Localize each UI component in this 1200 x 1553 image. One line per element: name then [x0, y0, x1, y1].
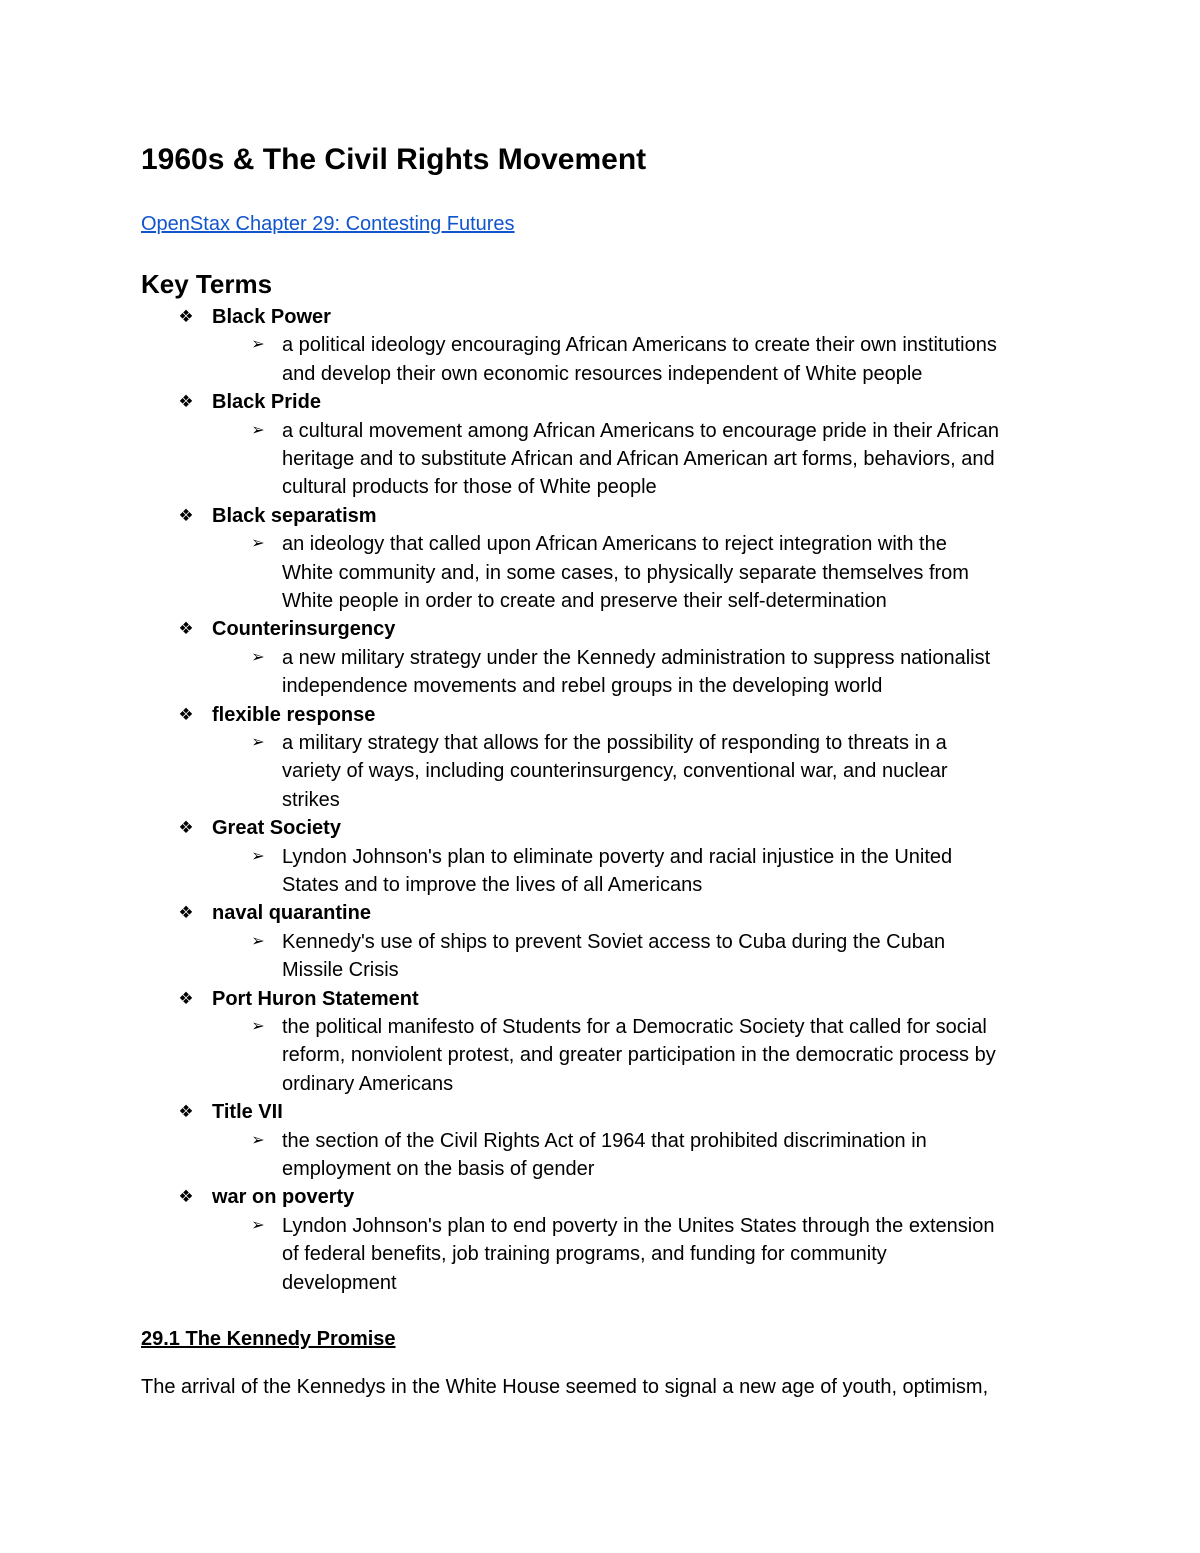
definition-line: White people in order to create and preserve their self-determination	[282, 590, 887, 613]
definition-line: Kennedy's use of ships to prevent Soviet access to Cuba during the Cuban	[282, 930, 946, 953]
arrow-bullet-icon: ➢	[251, 1131, 265, 1149]
term-item	[0, 388, 1200, 502]
term-name: Great Society	[212, 817, 341, 840]
key-terms-list	[0, 303, 1200, 1297]
diamond-bullet-icon: ❖	[178, 903, 194, 923]
term-definition	[0, 928, 1200, 985]
arrow-bullet-icon: ➢	[251, 336, 265, 354]
term-row	[0, 303, 1200, 331]
term-definition	[0, 843, 1200, 900]
term-definition	[0, 1013, 1200, 1098]
term-row	[0, 388, 1200, 416]
key-terms-heading: Key Terms	[141, 269, 273, 299]
term-name: Black Pride	[212, 391, 321, 414]
term-definition	[0, 644, 1200, 701]
definition-line: of federal benefits, job training programs, and funding for community	[282, 1243, 887, 1266]
definition-line: independence movements and rebel groups in the developing world	[282, 675, 883, 698]
term-definition	[0, 729, 1200, 814]
term-row	[0, 985, 1200, 1013]
term-name: flexible response	[212, 703, 376, 726]
definition-line: a new military strategy under the Kennedy administration to suppress nationalist	[282, 646, 991, 669]
arrow-bullet-icon: ➢	[251, 421, 265, 439]
diamond-bullet-icon: ❖	[178, 392, 194, 412]
term-row	[0, 1098, 1200, 1126]
definition-line: an ideology that called upon African Americans to reject integration with the	[282, 533, 947, 556]
diamond-bullet-icon: ❖	[178, 307, 194, 326]
diamond-bullet-icon: ❖	[178, 818, 194, 838]
term-definition	[0, 1127, 1200, 1184]
term-definition	[0, 331, 1200, 388]
diamond-bullet-icon: ❖	[178, 704, 194, 724]
definition-line: the section of the Civil Rights Act of 1964 that prohibited discrimination in	[282, 1129, 927, 1152]
term-name: Counterinsurgency	[212, 618, 396, 641]
term-definition	[0, 417, 1200, 502]
term-item	[0, 502, 1200, 616]
definition-line: variety of ways, including counterinsurgency, conventional war, and nuclear	[282, 760, 948, 783]
arrow-bullet-icon: ➢	[251, 1216, 265, 1234]
term-definition	[0, 1212, 1200, 1297]
definition-line: Lyndon Johnson's plan to eliminate poverty and racial injustice in the United	[282, 845, 953, 868]
page-title: 1960s & The Civil Rights Movement	[141, 143, 647, 176]
definition-line: heritage and to substitute African and African American art forms, behaviors, and	[282, 448, 995, 470]
definition-line: the political manifesto of Students for a Democratic Society that called for social	[282, 1016, 987, 1039]
arrow-bullet-icon: ➢	[251, 734, 265, 752]
chapter-link[interactable]: OpenStax Chapter 29: Contesting Futures	[141, 213, 515, 235]
term-item	[0, 1098, 1200, 1183]
term-item	[0, 615, 1200, 700]
definition-line: Missile Crisis	[282, 959, 399, 982]
term-item	[0, 985, 1200, 1099]
term-item	[0, 814, 1200, 899]
definition-line: strikes	[282, 788, 340, 811]
definition-line: White community and, in some cases, to physically separate themselves from	[282, 561, 969, 584]
definition-line: Lyndon Johnson's plan to end poverty in the Unites States through the extension	[282, 1214, 995, 1237]
arrow-bullet-icon: ➢	[251, 847, 265, 865]
term-row	[0, 899, 1200, 927]
subsection-heading: 29.1 The Kennedy Promise	[141, 1328, 396, 1350]
definition-line: a military strategy that allows for the possibility of responding to threats in a	[282, 732, 947, 755]
term-item	[0, 303, 1200, 388]
term-row	[0, 814, 1200, 842]
definition-line: employment on the basis of gender	[282, 1158, 595, 1181]
term-row	[0, 502, 1200, 530]
definition-line: cultural products for those of White people	[282, 476, 657, 499]
arrow-bullet-icon: ➢	[251, 648, 265, 666]
arrow-bullet-icon: ➢	[251, 932, 265, 950]
term-row	[0, 615, 1200, 643]
diamond-bullet-icon: ❖	[178, 1102, 194, 1122]
term-item	[0, 1183, 1200, 1297]
definition-line: ordinary Americans	[282, 1072, 454, 1095]
term-row	[0, 1183, 1200, 1211]
definition-line: States and to improve the lives of all Americans	[282, 874, 703, 897]
arrow-bullet-icon: ➢	[251, 1018, 265, 1036]
body-paragraph: The arrival of the Kennedys in the White House seemed to signal a new age of youth, optimism,	[141, 1376, 989, 1398]
term-name: Port Huron Statement	[212, 987, 419, 1010]
term-name: war on poverty	[212, 1186, 355, 1209]
term-item	[0, 899, 1200, 984]
term-name: Black Power	[212, 306, 331, 328]
definition-line: a cultural movement among African Americans to encourage pride in their African	[282, 419, 1000, 442]
diamond-bullet-icon: ❖	[178, 988, 194, 1008]
definition-line: a political ideology encouraging African Americans to create their own institutions	[282, 334, 997, 357]
term-definition	[0, 530, 1200, 615]
term-row	[0, 701, 1200, 729]
arrow-bullet-icon: ➢	[251, 535, 265, 553]
definition-line: and develop their own economic resources independent of White people	[282, 362, 923, 385]
term-name: Black separatism	[212, 504, 377, 527]
diamond-bullet-icon: ❖	[178, 1187, 194, 1207]
diamond-bullet-icon: ❖	[178, 619, 194, 639]
term-name: Title VII	[212, 1101, 283, 1124]
term-name: naval quarantine	[212, 902, 371, 925]
diamond-bullet-icon: ❖	[178, 505, 194, 525]
definition-line: development	[282, 1271, 397, 1294]
definition-line: reform, nonviolent protest, and greater participation in the democratic process by	[282, 1044, 996, 1067]
term-item	[0, 701, 1200, 815]
